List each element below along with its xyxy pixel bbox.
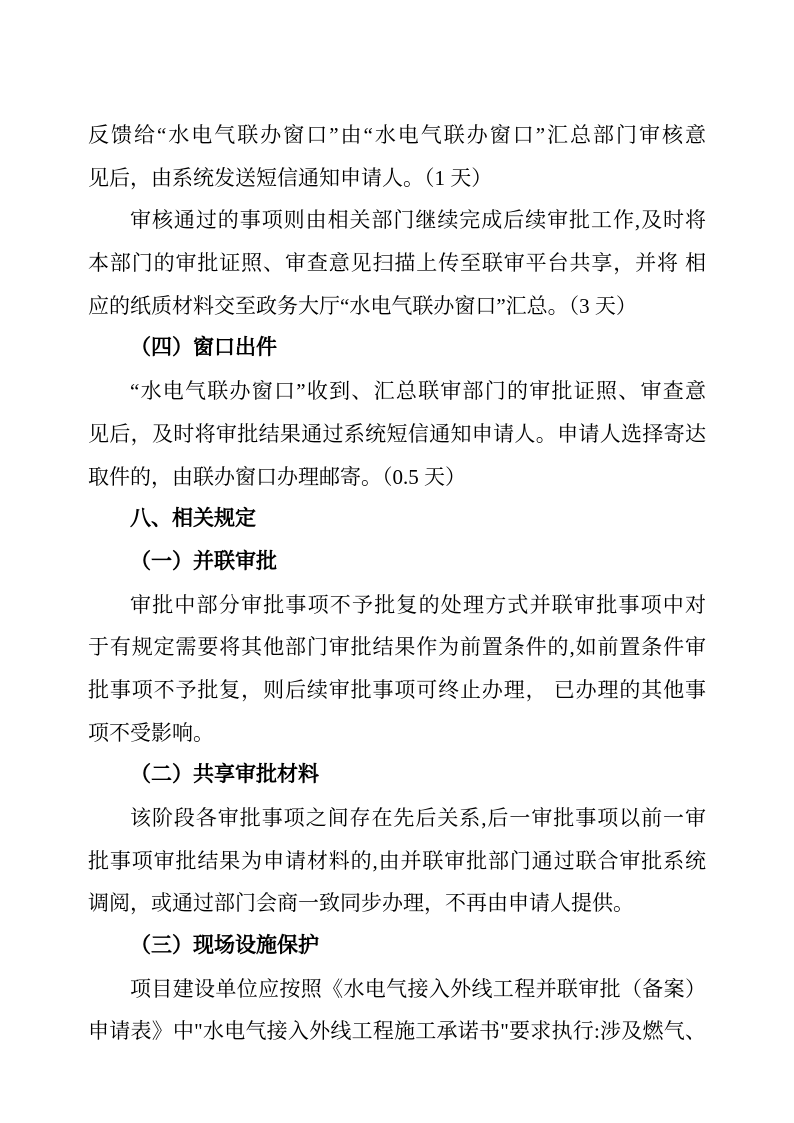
paragraph-line: 见后，由系统发送短信通知申请人。（1 天） bbox=[88, 165, 493, 190]
heading-section-4-window-delivery: （四）窗口出件 bbox=[130, 336, 277, 360]
paragraph-line: “水电气联办窗口”收到、汇总联审部门的审批证照、审查意 bbox=[130, 379, 706, 404]
paragraph-line: 调阅，或通过部门会商一致同步办理，不再由申请人提供。 bbox=[88, 891, 634, 916]
paragraph-line: 该阶段各审批事项之间存在先后关系,后一审批事项以前一审 bbox=[130, 806, 706, 830]
heading-subsection-3-site-facility-protection: （三）现场设施保护 bbox=[130, 934, 319, 958]
paragraph-line: 项不受影响。 bbox=[88, 720, 214, 745]
paragraph-line: 批事项不予批复，则后续审批事项可终止办理， 已办理的其他事 bbox=[88, 677, 706, 702]
paragraph-line: 项目建设单位应按照《水电气接入外线工程并联审批（备案） bbox=[130, 976, 706, 1001]
paragraph-line: 本部门的审批证照、审查意见扫描上传至联审平台共享，并将 相 bbox=[88, 251, 706, 276]
paragraph-line: 见后，及时将审批结果通过系统短信通知申请人。申请人选择寄达 bbox=[88, 421, 706, 446]
heading-subsection-1-parallel-approval: （一）并联审批 bbox=[130, 549, 277, 573]
paragraph-line: 审批中部分审批事项不予批复的处理方式并联审批事项中对 bbox=[130, 592, 706, 617]
paragraph-line: 反馈给“水电气联办窗口”由“水电气联办窗口”汇总部门审核意 bbox=[88, 123, 706, 147]
paragraph-line: 批事项审批结果为申请材料的,由并联审批部门通过联合审批系统 bbox=[88, 848, 706, 873]
paragraph-line: 审核通过的事项则由相关部门继续完成后续审批工作,及时将 bbox=[130, 208, 706, 233]
document-body bbox=[88, 114, 706, 1053]
heading-chapter-8-related-regulations: 八、相关规定 bbox=[130, 507, 256, 531]
paragraph-line: 取件的，由联办窗口办理邮寄。（0.5 天） bbox=[88, 464, 466, 489]
heading-subsection-2-shared-approval-materials: （二）共享审批材料 bbox=[130, 763, 319, 787]
paragraph-line: 申请表》中"水电气接入外线工程施工承诺书"要求执行:涉及燃气、 bbox=[88, 1019, 706, 1044]
paragraph-line: 于有规定需要将其他部门审批结果作为前置条件的,如前置条件审 bbox=[88, 635, 706, 660]
paragraph-line: 应的纸质材料交至政务大厅“水电气联办窗口”汇总。（3 天） bbox=[88, 293, 637, 318]
